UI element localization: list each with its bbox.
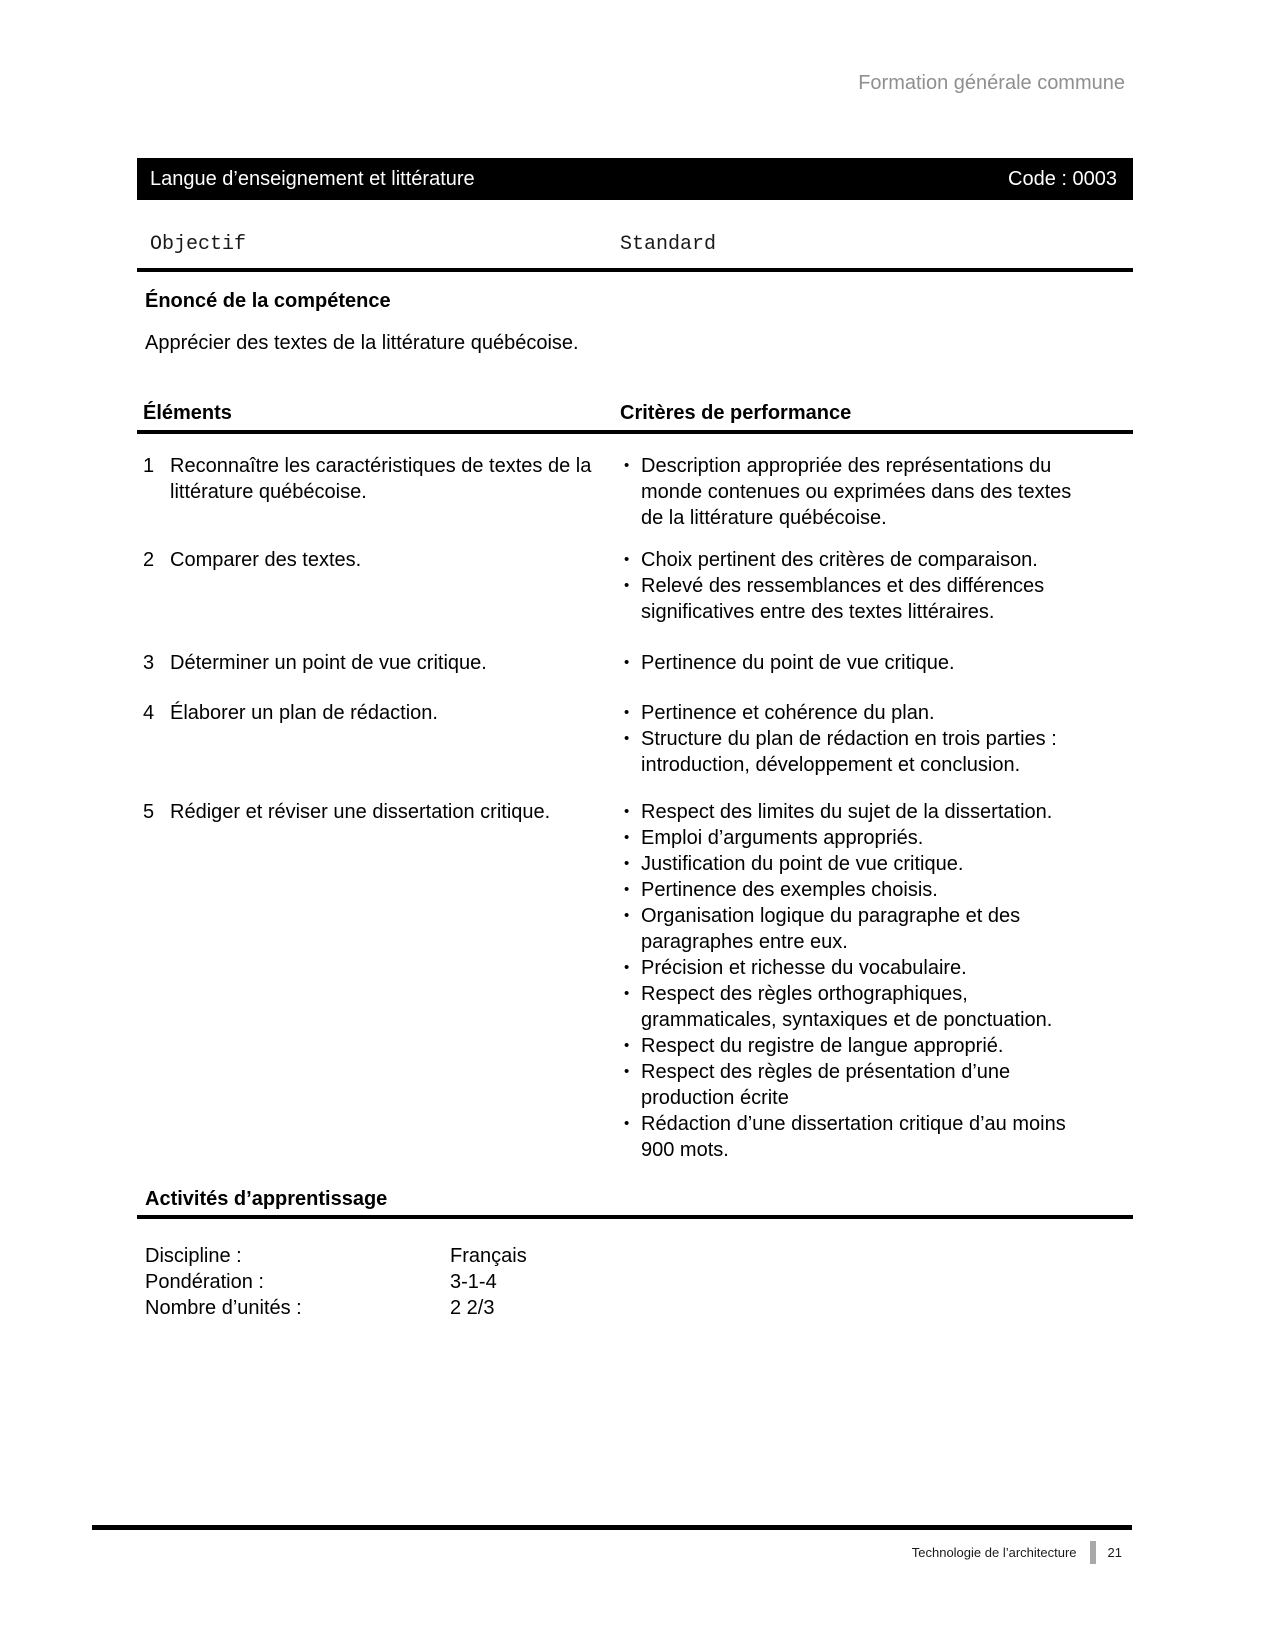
course-banner xyxy=(137,158,1133,200)
criteria-list xyxy=(620,700,1081,778)
field-value: 3-1-4 xyxy=(450,1271,497,1293)
criteria-text: Pertinence et cohérence du plan. xyxy=(641,702,935,724)
row-number: 4 xyxy=(143,702,155,724)
row-number: 5 xyxy=(143,801,155,823)
criteria-text: Respect des limites du sujet de la dissertation. xyxy=(641,801,1053,823)
table-row xyxy=(137,799,1133,1163)
criteria-text: Emploi d’arguments appropriés. xyxy=(641,827,924,849)
element-text: Élaborer un plan de rédaction. xyxy=(170,702,438,724)
footer-separator xyxy=(1090,1541,1096,1564)
criteria-item xyxy=(620,903,1081,955)
criteria-text: Description appropriée des représentations du monde contenues ou exprimées dans des textes de la littérature québécoise. xyxy=(641,455,1072,529)
competence-statement: Apprécier des textes de la littérature québécoise. xyxy=(145,332,579,354)
page-content xyxy=(137,0,1133,1321)
field-value: Français xyxy=(450,1245,527,1267)
competence-heading: Énoncé de la compétence xyxy=(145,290,391,312)
bullet-icon: • xyxy=(624,1115,630,1132)
bullet-icon: • xyxy=(624,654,630,671)
element-text: Déterminer un point de vue critique. xyxy=(170,652,487,674)
field-label: Discipline : xyxy=(145,1245,242,1267)
criteria-text: Choix pertinent des critères de comparaison. xyxy=(641,549,1038,571)
element-text: Rédiger et réviser une dissertation critique. xyxy=(170,801,551,823)
bullet-icon: • xyxy=(624,829,630,846)
bullet-icon: • xyxy=(624,577,630,594)
row-number: 1 xyxy=(143,455,155,477)
criteria-text: Respect des règles de présentation d’une production écrite xyxy=(641,1061,1011,1109)
criteria-list xyxy=(620,547,1081,625)
objectif-label: Objectif xyxy=(150,233,247,256)
elements-header: Éléments xyxy=(143,402,232,424)
criteria-text: Rédaction d’une dissertation critique d’au moins 900 mots. xyxy=(641,1113,1066,1161)
table-row xyxy=(137,547,1133,625)
criteria-item xyxy=(620,547,1081,573)
bullet-icon: • xyxy=(624,907,630,924)
footer-page-number: 21 xyxy=(1107,1544,1122,1560)
criteria-list xyxy=(620,799,1081,1163)
running-head: Formation générale commune xyxy=(858,72,1125,94)
criteria-item xyxy=(620,650,1081,676)
criteria-text: Organisation logique du paragraphe et des paragraphes entre eux. xyxy=(641,905,1021,953)
criteria-item xyxy=(620,877,1081,903)
criteria-item xyxy=(620,1111,1081,1163)
criteria-item xyxy=(620,825,1081,851)
bullet-icon: • xyxy=(624,985,630,1002)
footer-rule xyxy=(92,1525,1132,1530)
objectif-standard-row xyxy=(137,232,1133,258)
criteria-text: Pertinence des exemples choisis. xyxy=(641,879,938,901)
criteria-item xyxy=(620,1059,1081,1111)
bullet-icon: • xyxy=(624,551,630,568)
bullet-icon: • xyxy=(624,457,630,474)
table-row xyxy=(137,700,1133,778)
field-label: Pondération : xyxy=(145,1271,264,1293)
criteria-text: Structure du plan de rédaction en trois parties : introduction, développement et conclusion. xyxy=(641,728,1057,776)
banner-code: Code : 0003 xyxy=(1008,167,1117,190)
field-row xyxy=(145,1243,1133,1269)
criteria-item xyxy=(620,955,1081,981)
criteria-item xyxy=(620,700,1081,726)
section-rule-activities xyxy=(137,1215,1133,1219)
criteria-item xyxy=(620,573,1081,625)
criteria-item xyxy=(620,453,1081,531)
row-number: 3 xyxy=(143,652,155,674)
criteria-list xyxy=(620,453,1081,531)
bullet-icon: • xyxy=(624,803,630,820)
bullet-icon: • xyxy=(624,1037,630,1054)
criteria-header: Critères de performance xyxy=(620,402,852,424)
elements-table xyxy=(137,434,1133,1163)
activities-heading: Activités d’apprentissage xyxy=(145,1188,388,1210)
field-row xyxy=(145,1295,1133,1321)
criteria-text: Respect des règles orthographiques, grammaticales, syntaxiques et de ponctuation. xyxy=(641,983,1053,1031)
criteria-text: Précision et richesse du vocabulaire. xyxy=(641,957,967,979)
bullet-icon: • xyxy=(624,730,630,747)
bullet-icon: • xyxy=(624,855,630,872)
table-row xyxy=(137,453,1133,531)
table-header-row xyxy=(137,400,1133,426)
bullet-icon: • xyxy=(624,881,630,898)
table-row xyxy=(137,650,1133,676)
criteria-item xyxy=(620,799,1081,825)
element-text: Comparer des textes. xyxy=(170,549,362,571)
field-label: Nombre d’unités : xyxy=(145,1297,302,1319)
section-rule-top xyxy=(137,268,1133,272)
bullet-icon: • xyxy=(624,1063,630,1080)
criteria-list xyxy=(620,650,1081,676)
criteria-text: Justification du point de vue critique. xyxy=(641,853,964,875)
criteria-text: Respect du registre de langue approprié. xyxy=(641,1035,1004,1057)
standard-label: Standard xyxy=(620,233,717,256)
footer xyxy=(912,1540,1122,1564)
field-value: 2 2/3 xyxy=(450,1297,495,1319)
bullet-icon: • xyxy=(624,704,630,721)
activities-fields xyxy=(137,1243,1133,1321)
criteria-item xyxy=(620,981,1081,1033)
element-text: Reconnaître les caractéristiques de textes de la littérature québécoise. xyxy=(170,455,592,503)
footer-program: Technologie de l’architecture xyxy=(911,1544,1077,1560)
criteria-item xyxy=(620,1033,1081,1059)
criteria-item xyxy=(620,726,1081,778)
row-number: 2 xyxy=(143,549,155,571)
criteria-item xyxy=(620,851,1081,877)
field-row xyxy=(145,1269,1133,1295)
criteria-text: Pertinence du point de vue critique. xyxy=(641,652,955,674)
criteria-text: Relevé des ressemblances et des différences significatives entre des textes littéraires. xyxy=(641,575,1045,623)
banner-title: Langue d’enseignement et littérature xyxy=(150,167,475,190)
bullet-icon: • xyxy=(624,959,630,976)
